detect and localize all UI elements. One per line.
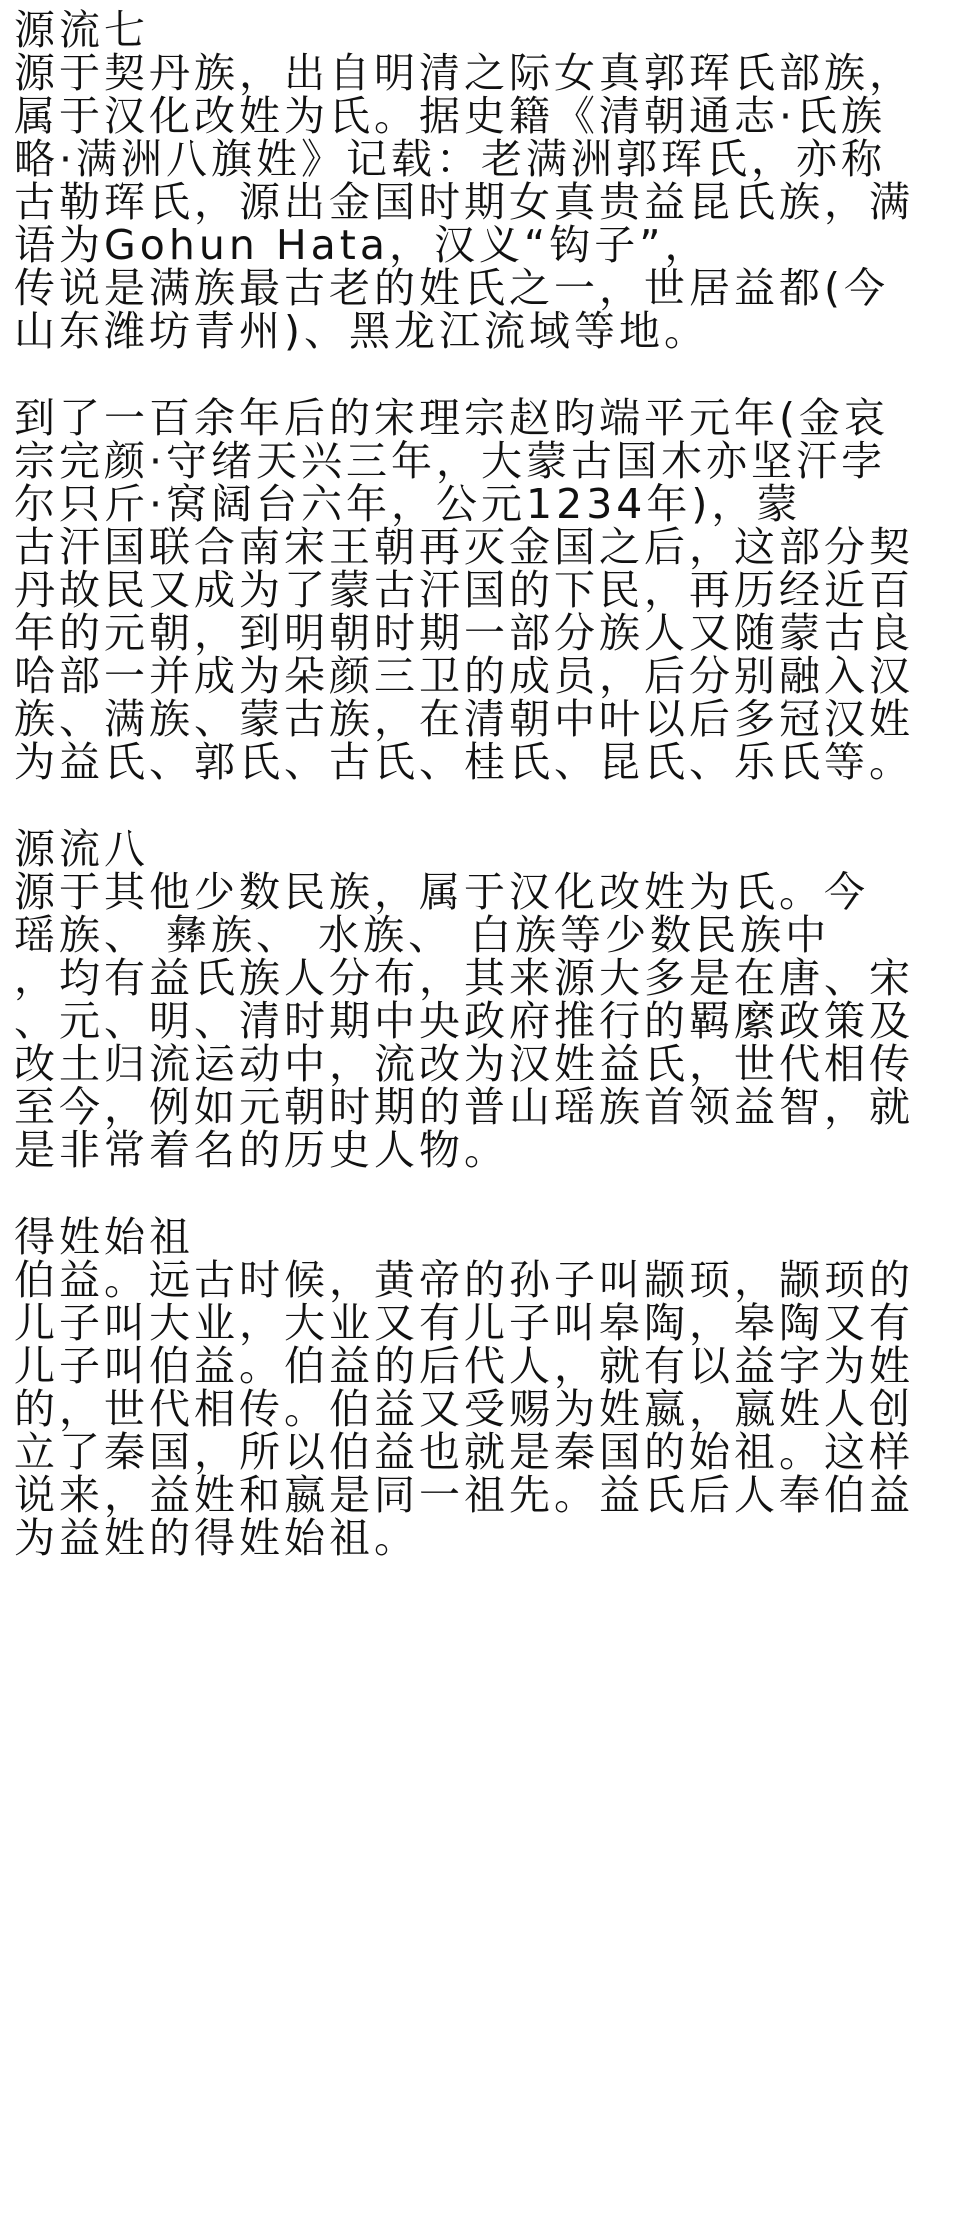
paragraph-line: 到了一百余年后的宋理宗赵昀端平元年(金哀	[14, 394, 889, 442]
paragraph-line: 改土归流运动中，流改为汉姓益氏，世代相传	[14, 1040, 914, 1088]
paragraph-line: 是非常着名的历史人物。	[14, 1126, 509, 1174]
section-heading-origin-8: 源流八	[14, 825, 149, 873]
paragraph-line: 伯益。远古时候，黄帝的孙子叫颛顼，颛顼的	[14, 1256, 914, 1304]
paragraph-line: 瑶族、 彝族、 水族、 白族等少数民族中	[14, 911, 831, 959]
paragraph-line: 宗完颜·守绪天兴三年，大蒙古国木亦坚汗孛	[14, 437, 887, 485]
paragraph-line: 山东潍坊青州)、黑龙江流域等地。	[14, 307, 709, 355]
paragraph-line: 儿子叫伯益。伯益的后代人，就有以益字为姓	[14, 1342, 914, 1390]
paragraph-line: 丹故民又成为了蒙古汗国的下民，再历经近百	[14, 566, 914, 614]
paragraph-line: 至今，例如元朝时期的普山瑶族首领益智，就	[14, 1083, 914, 1131]
paragraph-line: 立了秦国，所以伯益也就是秦国的始祖。这样	[14, 1428, 914, 1476]
paragraph-line: 为益氏、郭氏、古氏、桂氏、昆氏、乐氏等。	[14, 738, 914, 786]
section-heading-origin-7: 源流七	[14, 6, 149, 54]
paragraph-line: 语为Gohun Hata，汉义“钩子”，	[14, 221, 710, 269]
paragraph-line: 源于契丹族，出自明清之际女真郭珲氏部族，	[14, 49, 914, 97]
paragraph-line: 尔只斤·窝阔台六年，公元1234年)，蒙	[14, 480, 802, 528]
paragraph-line: ，均有益氏族人分布，其来源大多是在唐、宋	[14, 954, 914, 1002]
paragraph-line: 族、满族、蒙古族，在清朝中叶以后多冠汉姓	[14, 695, 914, 743]
paragraph-line: 古汗国联合南宋王朝再灭金国之后，这部分契	[14, 523, 914, 571]
paragraph-line: 为益姓的得姓始祖。	[14, 1514, 419, 1562]
paragraph-line: 儿子叫大业，大业又有儿子叫皋陶，皋陶又有	[14, 1299, 914, 1347]
paragraph-line: 哈部一并成为朵颜三卫的成员，后分别融入汉	[14, 652, 914, 700]
paragraph-line: 的，世代相传。伯益又受赐为姓嬴，嬴姓人创	[14, 1385, 914, 1433]
paragraph-line: 、元、明、清时期中央政府推行的羁縻政策及	[14, 997, 914, 1045]
paragraph-line: 传说是满族最古老的姓氏之一，世居益都(今	[14, 264, 889, 312]
paragraph-line: 源于其他少数民族，属于汉化改姓为氏。今	[14, 868, 869, 916]
paragraph-line: 略·满洲八旗姓》记载：老满洲郭珲氏，亦称	[14, 135, 887, 183]
paragraph-line: 说来，益姓和嬴是同一祖先。益氏后人奉伯益	[14, 1471, 914, 1519]
paragraph-line: 属于汉化改姓为氏。据史籍《清朝通志·氏族	[14, 92, 887, 140]
paragraph-line: 年的元朝，到明朝时期一部分族人又随蒙古良	[14, 609, 914, 657]
paragraph-line: 古勒珲氏，源出金国时期女真贵益昆氏族，满	[14, 178, 914, 226]
section-heading-surname-ancestor: 得姓始祖	[14, 1213, 194, 1261]
